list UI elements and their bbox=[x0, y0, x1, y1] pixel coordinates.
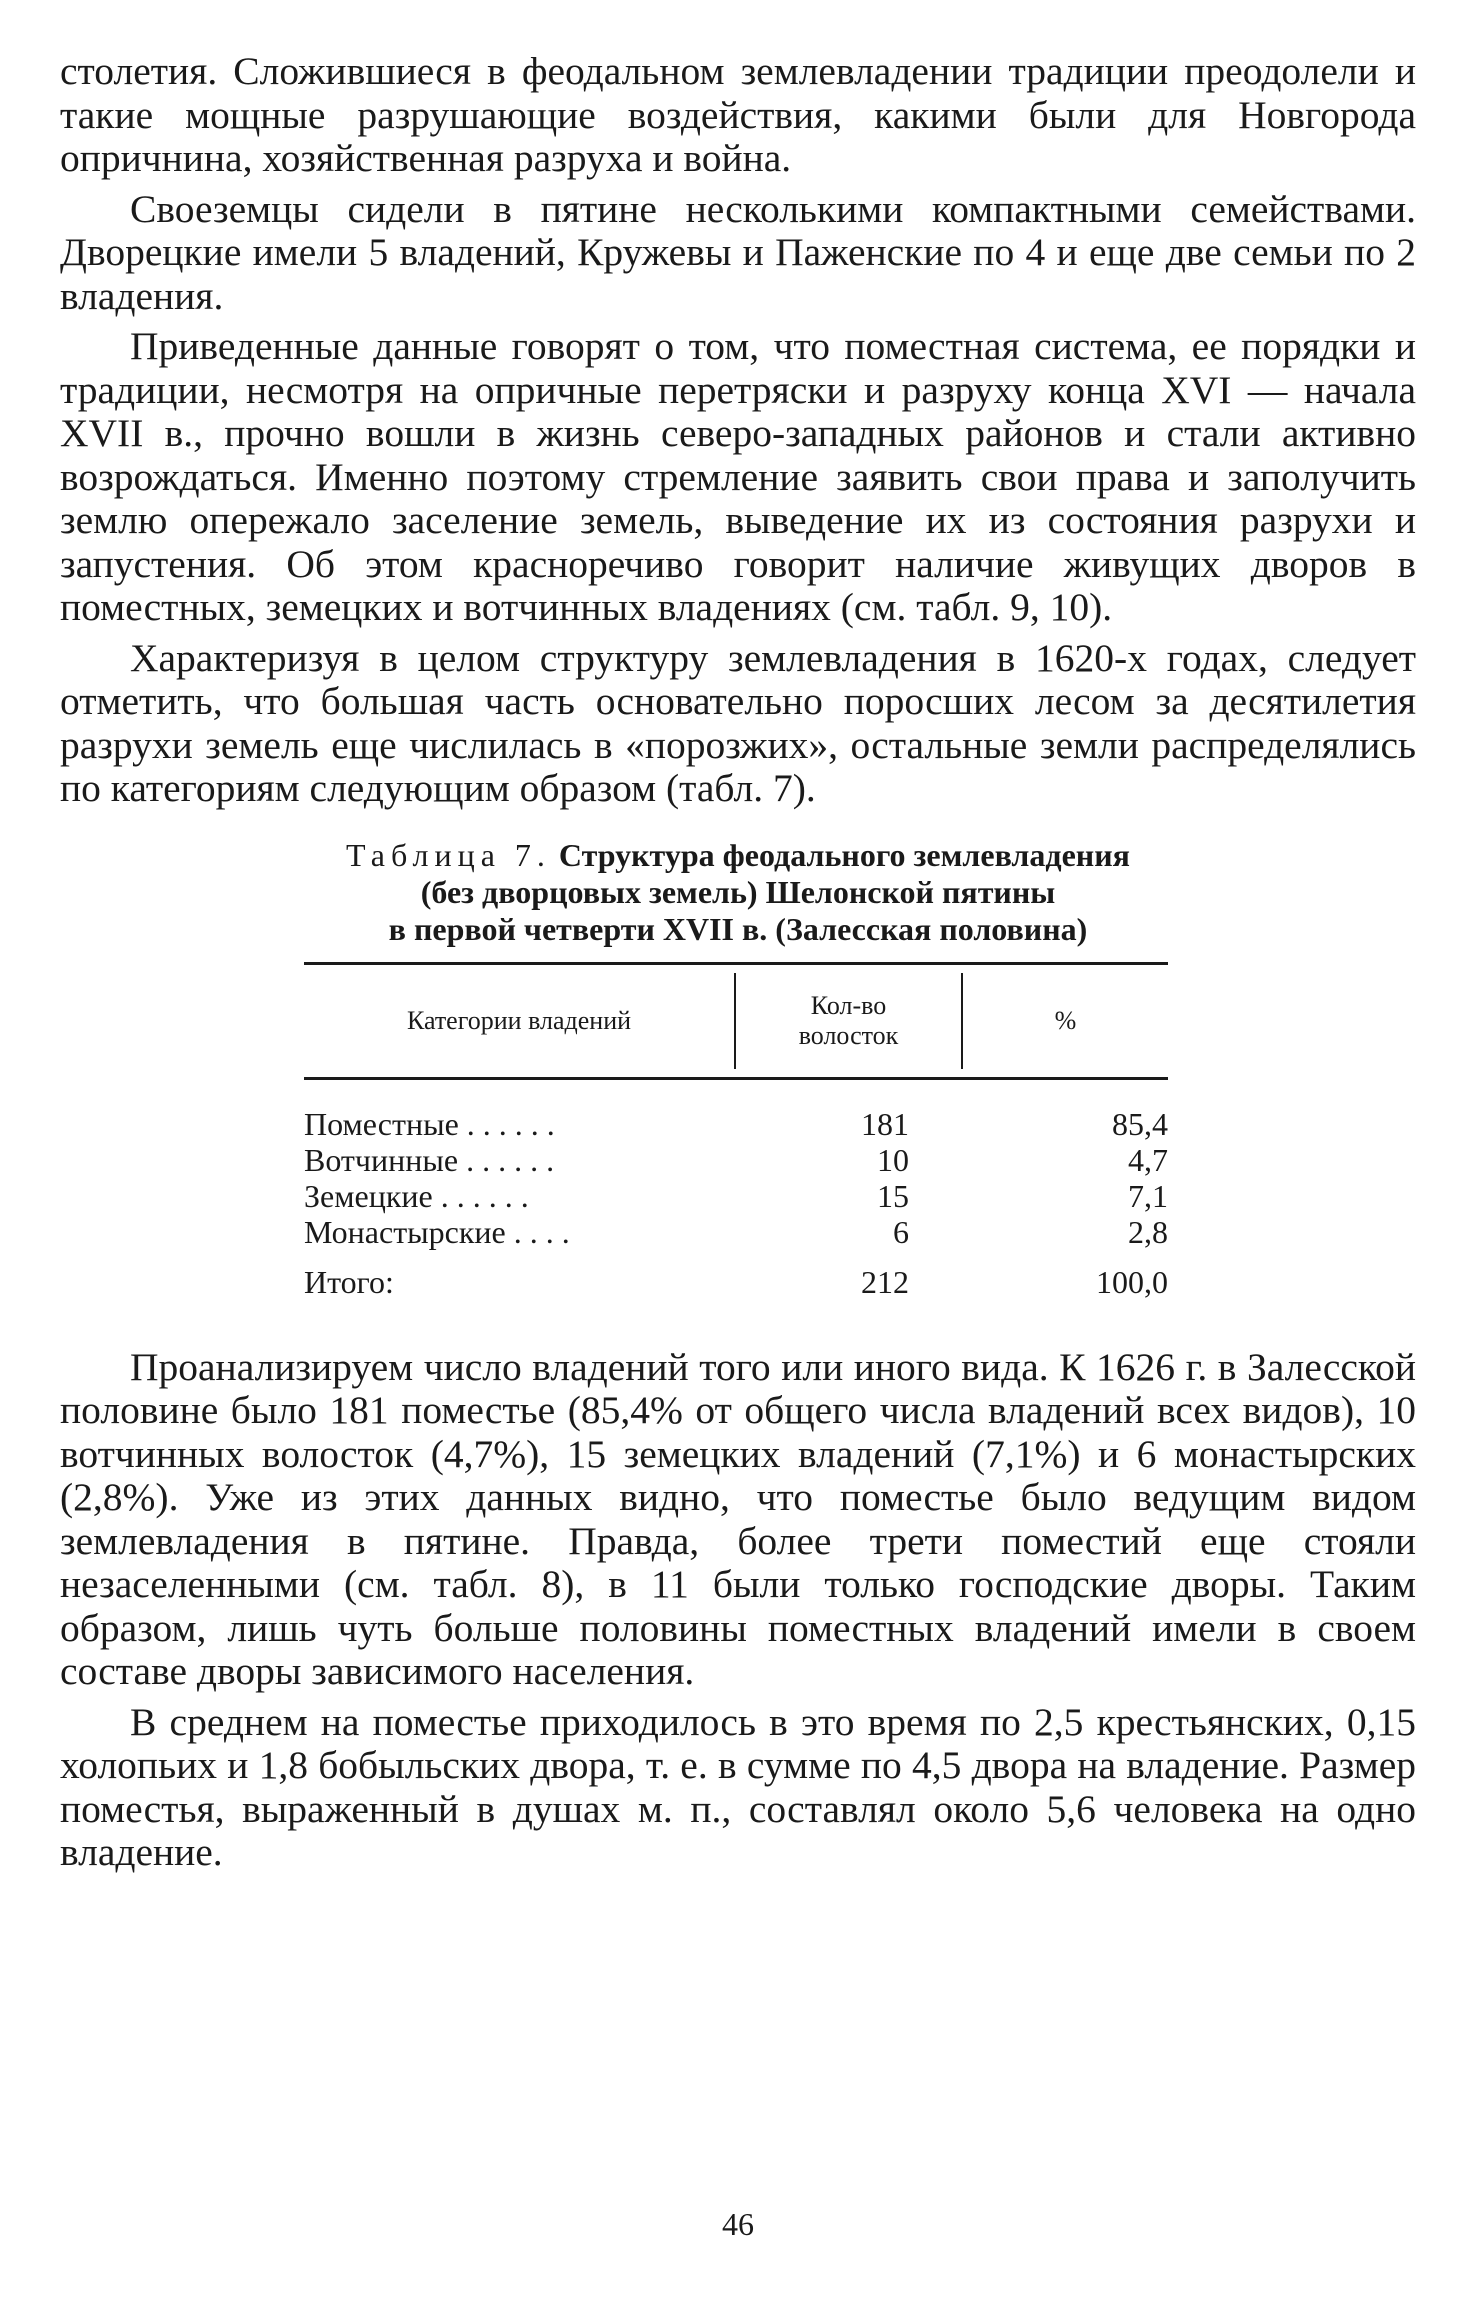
cell-total-percent: 100,0 bbox=[1096, 1263, 1168, 1300]
paragraph-6: В среднем на поместье приходилось в это время по 2,5 крестьянских, 0,15 холопьих и 1,8 бобыльских двора, т. е. в сумме по 4,5 двора на владение. Размер поместья, выраженный в душах м. п., составлял около 5,6 человека на одно владение. bbox=[60, 1699, 1416, 1874]
cell-count: 15 bbox=[877, 1177, 909, 1214]
cell-percent: 2,8 bbox=[1128, 1213, 1168, 1250]
table-title-line-1: Структура феодального землевладения bbox=[558, 836, 1130, 873]
paragraph-5: Проанализируем число владений того или иного вида. К 1626 г. в Залесской половине было 181 поместье (85,4% от общего числа владений всех видов), 10 вотчинных волосток (4,7%), 15 земецких владений (7,1%) и 6 монастырских (2,8%). Уже из этих данных видно, что поместье было ведущим видом землевладения в пятине. Правда, более трети поместий еще стояли незаселенными (см. табл. 8), в 11 были только господские дворы. Таким образом, лишь чуть больше половины поместных владений имели в своем составе дворы зависимого населения. bbox=[60, 1344, 1416, 1693]
paragraph-4: Характеризуя в целом структуру землевладения в 1620-х годах, следует отметить, что большая часть основательно поросших лесом за десятилетия разрухи земель еще числилась в «порозжих», остальные земли распределялись по категориям следующим образом (табл. 7). bbox=[60, 635, 1416, 810]
cell-category: Монастырские . . . . bbox=[304, 1213, 570, 1250]
cell-percent: 4,7 bbox=[1128, 1141, 1168, 1178]
cell-count: 6 bbox=[893, 1213, 909, 1250]
table-header bbox=[304, 965, 1168, 1077]
table-row bbox=[304, 1142, 1168, 1178]
cell-count: 181 bbox=[861, 1105, 909, 1142]
cell-count: 10 bbox=[877, 1141, 909, 1178]
table-label: Таблица 7. bbox=[346, 836, 551, 873]
header-percent: % bbox=[1054, 1005, 1077, 1035]
paragraph-3: Приведенные данные говорят о том, что поместная система, ее порядки и традиции, несмотря на опричные перетряски и разруху конца XVI — начала XVII в., прочно вошли в жизнь северо-западных районов и стали активно возрождаться. Именно поэтому стремление заявить свои права и заполучить землю опережало заселение земель, выведение их из состояния разрухи и запустения. Об этом красноречиво говорит наличие живущих дворов в поместных, земецких и вотчинных владениях (см. табл. 9, 10). bbox=[60, 324, 1416, 629]
paragraph-2: Своеземцы сидели в пятине несколькими компактными семействами. Дворецкие имели 5 владений, Кружевы и Паженские по 4 и еще две семьи по 2 владения. bbox=[60, 186, 1416, 318]
table-row bbox=[304, 1178, 1168, 1214]
cell-percent: 7,1 bbox=[1128, 1177, 1168, 1214]
cell-category: Земецкие . . . . . . bbox=[304, 1177, 529, 1214]
header-count-line-1: Кол-во bbox=[810, 990, 887, 1020]
cell-category: Вотчинные . . . . . . bbox=[304, 1141, 555, 1178]
table-title-line-3: в первой четверти XVII в. (Залесская половина) bbox=[388, 910, 1088, 947]
table-row-total bbox=[304, 1264, 1168, 1300]
table-row bbox=[304, 1214, 1168, 1250]
cell-category: Поместные . . . . . . bbox=[304, 1105, 555, 1142]
table-caption-line-1 bbox=[60, 837, 1416, 874]
table-row bbox=[304, 1106, 1168, 1142]
header-count-line-2: волосток bbox=[798, 1020, 899, 1050]
table-title-line-2: (без дворцовых земель) Шелонской пятины bbox=[420, 873, 1056, 910]
header-count bbox=[734, 973, 963, 1069]
header-category: Категории владений bbox=[406, 1005, 632, 1035]
table-7 bbox=[304, 962, 1168, 1300]
cell-total-count: 212 bbox=[861, 1263, 909, 1300]
paragraph-1: столетия. Сложившиеся в феодальном землевладении традиции преодолели и такие мощные разрушающие воздействия, какими были для Новгорода опричнина, хозяйственная разруха и война. bbox=[60, 49, 1416, 180]
page-body bbox=[60, 50, 1416, 1882]
page-number: 46 bbox=[722, 2206, 754, 2242]
cell-total-label: Итого: bbox=[304, 1263, 394, 1300]
table-body bbox=[304, 1080, 1168, 1300]
table-caption bbox=[60, 837, 1416, 948]
cell-percent: 85,4 bbox=[1112, 1105, 1168, 1142]
